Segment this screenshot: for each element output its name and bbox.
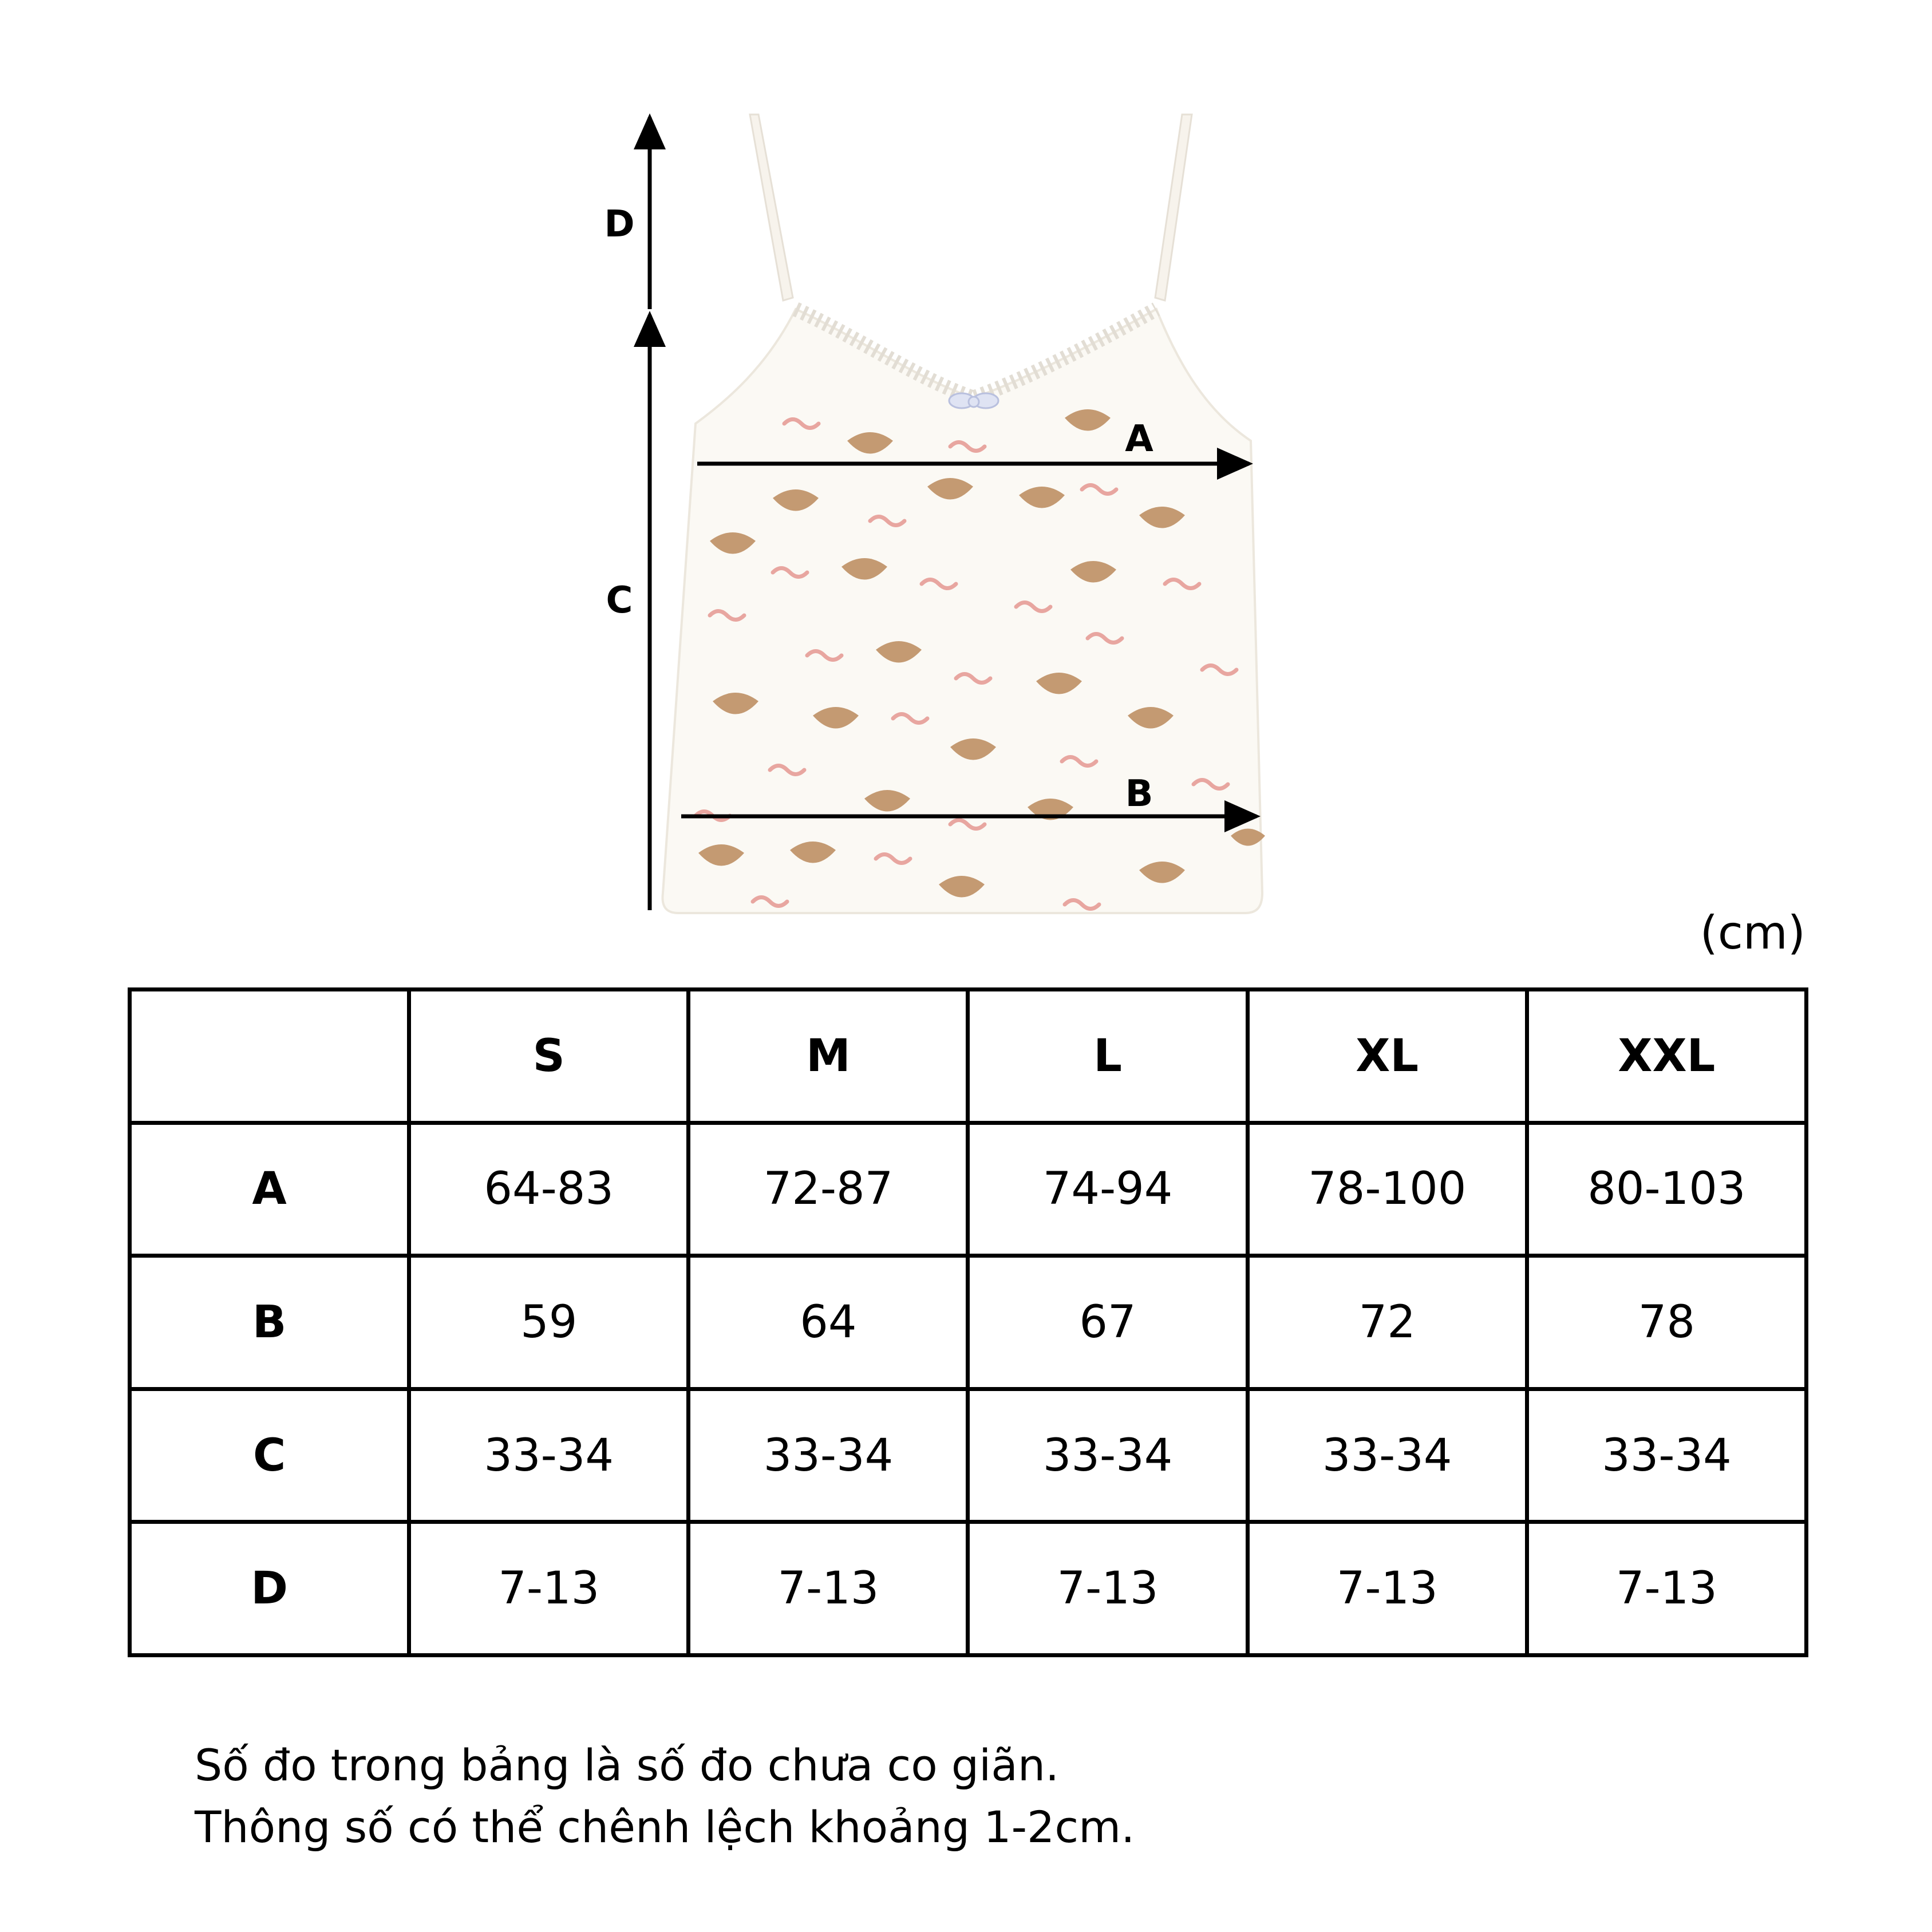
size-chart-table	[128, 987, 1808, 1657]
row-label: D	[130, 1522, 409, 1656]
dimension-c-label: C	[606, 579, 633, 622]
table-cell: 7-13	[1527, 1522, 1806, 1656]
table-cell: 72-87	[689, 1123, 968, 1256]
camisole-image	[662, 114, 1265, 913]
right-strap	[1155, 114, 1192, 301]
measurement-notes	[195, 1735, 1135, 1858]
table-cell: 78	[1527, 1256, 1806, 1389]
table-row	[130, 1389, 1807, 1522]
table-cell: 7-13	[968, 1522, 1247, 1656]
size-header: S	[409, 990, 689, 1123]
size-header: XXL	[1527, 990, 1806, 1123]
neckline-bow	[949, 393, 998, 408]
table-cell: 33-34	[409, 1389, 689, 1522]
table-row	[130, 1256, 1807, 1389]
left-strap	[750, 114, 793, 301]
note-line: Thông số có thể chênh lệch khoảng 1-2cm.	[195, 1801, 1135, 1852]
table-cell: 64-83	[409, 1123, 689, 1256]
dimension-a-label: A	[1125, 418, 1153, 460]
dimension-b-label: B	[1125, 773, 1153, 815]
table-cell: 67	[968, 1256, 1247, 1389]
table-cell: 72	[1247, 1256, 1527, 1389]
size-header: M	[689, 990, 968, 1123]
garment-diagram	[0, 0, 1932, 939]
table-cell: 59	[409, 1256, 689, 1389]
table-cell: 78-100	[1247, 1123, 1527, 1256]
table-cell: 33-34	[1527, 1389, 1806, 1522]
row-label: C	[130, 1389, 409, 1522]
row-label: B	[130, 1256, 409, 1389]
table-cell: 33-34	[1247, 1389, 1527, 1522]
table-cell: 33-34	[689, 1389, 968, 1522]
table-corner-cell	[130, 990, 409, 1123]
table-cell: 7-13	[409, 1522, 689, 1656]
row-label: A	[130, 1123, 409, 1256]
table-cell: 33-34	[968, 1389, 1247, 1522]
table-cell: 7-13	[1247, 1522, 1527, 1656]
table-row	[130, 1522, 1807, 1656]
table-header-row	[130, 990, 1807, 1123]
size-header: XL	[1247, 990, 1527, 1123]
table-row	[130, 1123, 1807, 1256]
table-cell: 80-103	[1527, 1123, 1806, 1256]
size-header: L	[968, 990, 1247, 1123]
note-line: Số đo trong bảng là số đo chưa co giãn.	[195, 1740, 1060, 1791]
table-cell: 74-94	[968, 1123, 1247, 1256]
table-cell: 64	[689, 1256, 968, 1389]
unit-label: (cm)	[1700, 906, 1805, 959]
dimension-d-label: D	[604, 203, 635, 246]
table-cell: 7-13	[689, 1522, 968, 1656]
